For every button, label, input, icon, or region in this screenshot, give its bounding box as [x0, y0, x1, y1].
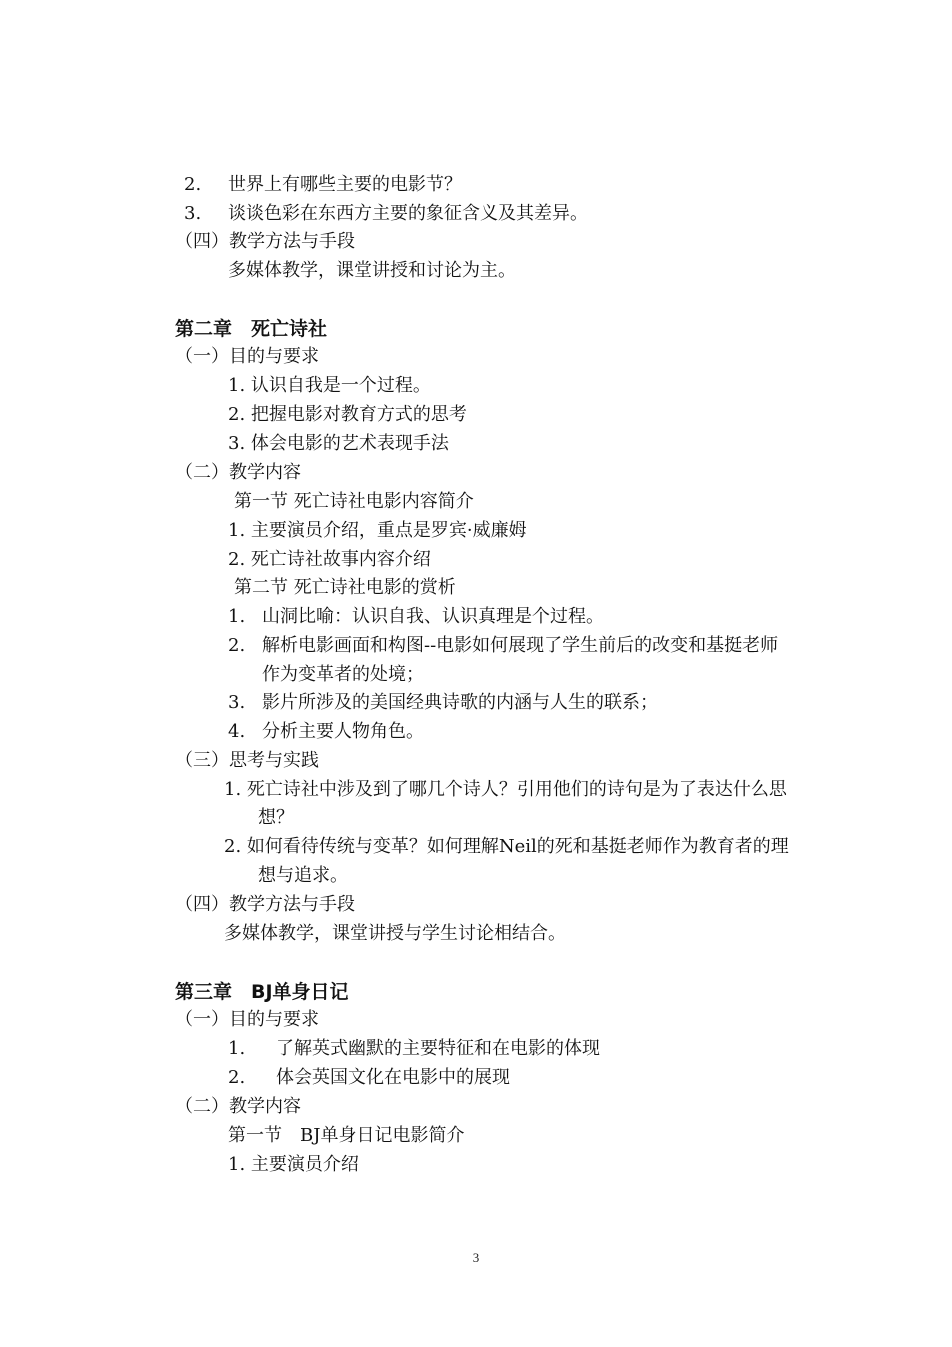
section-title: （二）教学内容 [175, 462, 301, 483]
list-item: 3. 体会电影的艺术表现手法 [228, 433, 449, 454]
list-item: 2. 把握电影对教育方式的思考 [228, 404, 467, 425]
list-item: 4. 分析主要人物角色。 [228, 721, 424, 742]
section-title: （一）目的与要求 [175, 346, 319, 367]
list-item: 2. 体会英国文化在电影中的展现 [228, 1067, 510, 1088]
list-item-continuation: 作为变革者的处境； [262, 664, 424, 685]
list-item: 1. 主要演员介绍 [228, 1154, 359, 1175]
section-title: （二）教学内容 [175, 1096, 301, 1117]
subsection-title: 第二节 死亡诗社电影的赏析 [234, 577, 456, 598]
list-item: 2. 如何看待传统与变革？如何理解Neil的死和基挺老师作为教育者的理 [224, 836, 789, 857]
list-item: 2. 世界上有哪些主要的电影节？ [184, 174, 462, 195]
subsection-title: 第一节 死亡诗社电影内容简介 [234, 491, 474, 512]
list-item: 1. 了解英式幽默的主要特征和在电影的体现 [228, 1038, 600, 1059]
list-item: 1. 死亡诗社中涉及到了哪几个诗人？引用他们的诗句是为了表达什么思 [224, 779, 787, 800]
list-item: 1. 认识自我是一个过程。 [228, 375, 431, 396]
list-item-continuation: 想？ [258, 807, 294, 828]
list-item: 2. 死亡诗社故事内容介绍 [228, 549, 431, 570]
subsection-title: 第一节 BJ单身日记电影简介 [228, 1125, 465, 1146]
chapter-title: 第三章 BJ单身日记 [175, 981, 349, 1003]
section-title: （三）思考与实践 [175, 750, 319, 771]
paragraph: 多媒体教学，课堂讲授与学生讨论相结合。 [224, 923, 566, 944]
section-title: （一）目的与要求 [175, 1009, 319, 1030]
page-number: 3 [472, 1250, 480, 1265]
list-item: 3. 影片所涉及的美国经典诗歌的内涵与人生的联系； [228, 692, 658, 713]
list-item: 1. 山洞比喻：认识自我、认识真理是个过程。 [228, 606, 604, 627]
section-title: （四）教学方法与手段 [175, 231, 355, 252]
list-item: 2. 解析电影画面和构图--电影如何展现了学生前后的改变和基挺老师 [228, 635, 779, 656]
section-title: （四）教学方法与手段 [175, 894, 355, 915]
paragraph: 多媒体教学，课堂讲授和讨论为主。 [228, 260, 516, 281]
chapter-title: 第二章 死亡诗社 [175, 318, 328, 340]
list-item-continuation: 想与追求。 [258, 865, 348, 886]
list-item: 3. 谈谈色彩在东西方主要的象征含义及其差异。 [184, 203, 588, 224]
list-item: 1. 主要演员介绍，重点是罗宾·威廉姆 [228, 520, 527, 541]
